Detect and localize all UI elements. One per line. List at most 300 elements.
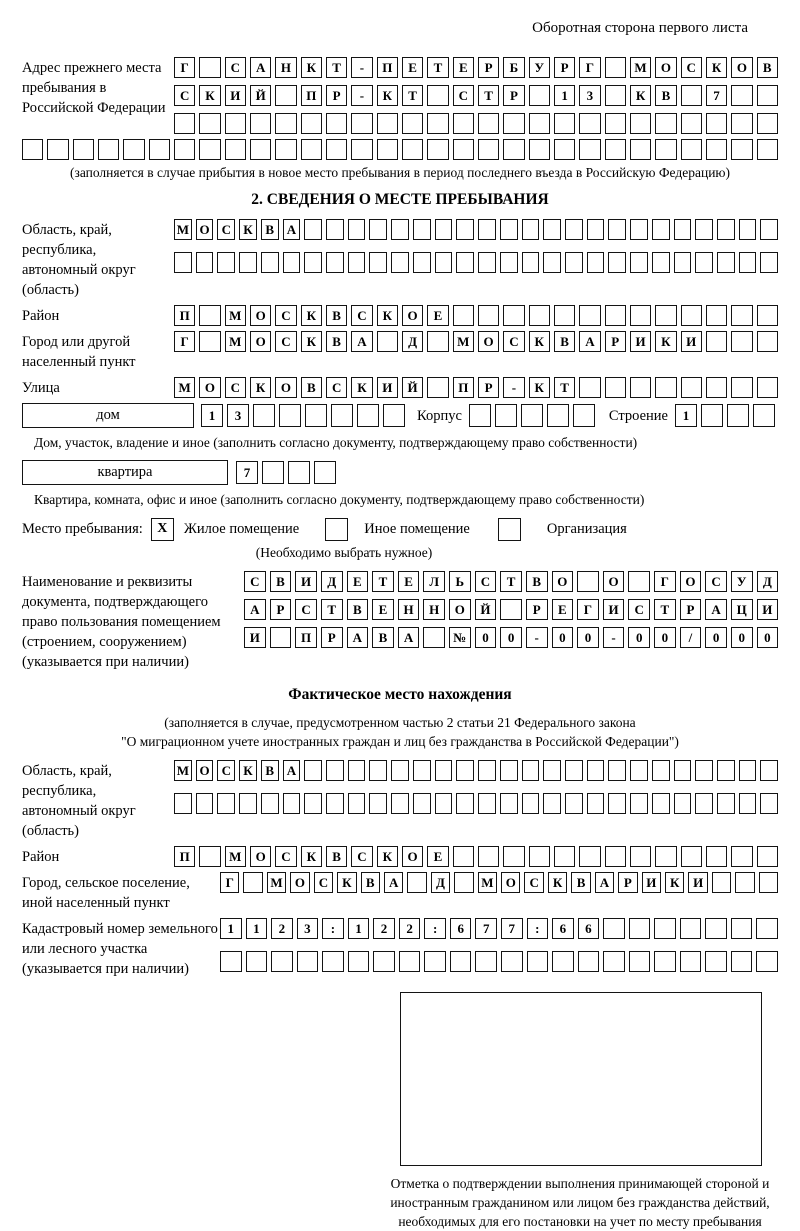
char-box <box>731 377 752 398</box>
char-box <box>603 951 625 972</box>
char-box <box>322 951 344 972</box>
char-box: В <box>361 872 380 893</box>
char-box <box>326 219 344 240</box>
street-label: Улица <box>22 379 60 396</box>
char-box: 6 <box>552 918 574 939</box>
char-box <box>654 951 676 972</box>
char-box <box>731 951 753 972</box>
char-box: Д <box>402 331 423 352</box>
char-box <box>706 331 727 352</box>
char-box: В <box>326 331 347 352</box>
char-box: Н <box>398 599 420 620</box>
char-box: А <box>579 331 600 352</box>
char-box: К <box>548 872 567 893</box>
document-group <box>22 571 778 672</box>
char-box <box>314 461 336 484</box>
char-box <box>427 139 448 160</box>
char-box <box>304 252 322 273</box>
char-box: 0 <box>731 627 753 648</box>
char-box: М <box>478 872 497 893</box>
char-box <box>478 113 499 134</box>
char-box <box>220 951 242 972</box>
char-box <box>453 305 474 326</box>
char-box <box>529 113 550 134</box>
char-box <box>522 219 540 240</box>
char-box <box>304 760 322 781</box>
char-box: С <box>351 846 372 867</box>
char-box: Р <box>478 377 499 398</box>
char-box: 1 <box>220 918 242 939</box>
char-box <box>695 760 713 781</box>
char-box <box>731 113 752 134</box>
char-box: Е <box>427 846 448 867</box>
char-box: А <box>347 627 369 648</box>
char-box: М <box>174 377 195 398</box>
char-box <box>454 872 473 893</box>
char-box <box>554 846 575 867</box>
char-box <box>739 252 757 273</box>
char-box: С <box>174 85 195 106</box>
char-box <box>681 139 702 160</box>
char-box: К <box>301 331 322 352</box>
char-box: С <box>217 760 235 781</box>
char-box: Т <box>372 571 394 592</box>
char-box <box>543 252 561 273</box>
cadastral-label: Кадастровый номер земельного или лесного участка (указывается при наличии) <box>22 920 218 977</box>
char-box <box>469 404 491 427</box>
char-box: - <box>351 57 372 78</box>
char-box <box>262 461 284 484</box>
char-box: А <box>351 331 372 352</box>
char-box <box>529 846 550 867</box>
char-box <box>427 113 448 134</box>
char-box: И <box>688 872 707 893</box>
char-box: С <box>225 57 246 78</box>
char-box <box>495 404 517 427</box>
char-box: М <box>225 305 246 326</box>
char-box <box>377 331 398 352</box>
region-row-2 <box>174 252 778 273</box>
apartment-row <box>22 460 778 485</box>
stay-type-label: Место пребывания: <box>22 520 143 537</box>
char-box <box>377 113 398 134</box>
char-box <box>587 793 605 814</box>
char-box <box>225 139 246 160</box>
char-box <box>456 793 474 814</box>
option-organization-label: Организация <box>546 520 627 537</box>
char-box: Ь <box>449 571 471 592</box>
char-box: Н <box>275 57 296 78</box>
char-box <box>608 219 626 240</box>
char-box <box>759 872 778 893</box>
char-box: Р <box>554 57 575 78</box>
char-box <box>578 951 600 972</box>
char-box <box>565 760 583 781</box>
char-box <box>655 139 676 160</box>
char-box <box>605 846 626 867</box>
char-box <box>628 571 650 592</box>
char-box <box>391 793 409 814</box>
char-box <box>413 252 431 273</box>
district-row <box>174 305 778 326</box>
cadastral-group <box>22 918 778 984</box>
char-box <box>760 219 778 240</box>
cadastral-row-1 <box>220 918 778 939</box>
char-box <box>369 219 387 240</box>
char-box: О <box>250 305 271 326</box>
char-box: А <box>283 219 301 240</box>
char-box <box>605 57 626 78</box>
char-box <box>739 219 757 240</box>
city-label: Город или другой населенный пункт <box>22 333 136 370</box>
char-box <box>757 85 778 106</box>
char-box <box>478 252 496 273</box>
char-box: Д <box>321 571 343 592</box>
char-box <box>681 85 702 106</box>
char-box: 2 <box>373 918 395 939</box>
char-box: В <box>261 760 279 781</box>
char-box: В <box>571 872 590 893</box>
char-box: И <box>603 599 625 620</box>
char-box: Р <box>326 85 347 106</box>
char-box <box>500 599 522 620</box>
char-box <box>605 139 626 160</box>
char-box: М <box>174 219 192 240</box>
char-box: 7 <box>475 918 497 939</box>
actual-region-row-1 <box>174 760 778 781</box>
region-label: Область, край, республика, автономный округ (область) <box>22 221 136 298</box>
char-box <box>522 760 540 781</box>
char-box <box>453 846 474 867</box>
district-group <box>22 305 778 326</box>
char-box <box>579 139 600 160</box>
char-box <box>579 846 600 867</box>
char-box <box>283 252 301 273</box>
char-box <box>654 918 676 939</box>
char-box: 1 <box>348 918 370 939</box>
char-box: Р <box>526 599 548 620</box>
char-box <box>717 793 735 814</box>
char-box: В <box>261 219 279 240</box>
char-box <box>427 85 448 106</box>
char-box <box>478 760 496 781</box>
stroenie-cells <box>675 404 775 427</box>
char-box <box>199 57 220 78</box>
checkbox-residential: X <box>151 518 174 541</box>
char-box <box>348 760 366 781</box>
char-box <box>757 305 778 326</box>
char-box <box>731 305 752 326</box>
char-box: К <box>301 846 322 867</box>
char-box: И <box>757 599 779 620</box>
char-box: Г <box>220 872 239 893</box>
region-group <box>22 219 778 300</box>
char-box: А <box>705 599 727 620</box>
char-box: И <box>630 331 651 352</box>
char-box <box>735 872 754 893</box>
prev-address-label: Адрес прежнего места пребывания в Российской Федерации <box>22 60 166 116</box>
char-box: К <box>337 872 356 893</box>
char-box <box>554 139 575 160</box>
actual-district-label: Район <box>22 848 60 865</box>
char-box <box>695 219 713 240</box>
char-box: О <box>449 599 471 620</box>
stay-type-row <box>22 518 778 541</box>
char-box: Е <box>427 305 448 326</box>
char-box: 1 <box>675 404 697 427</box>
char-box: В <box>326 846 347 867</box>
char-box: С <box>681 57 702 78</box>
region-row-1 <box>174 219 778 240</box>
option-residential-label: Жилое помещение <box>183 520 300 537</box>
char-box: П <box>377 57 398 78</box>
char-box <box>681 846 702 867</box>
char-box: С <box>524 872 543 893</box>
char-box <box>630 252 648 273</box>
char-box <box>453 139 474 160</box>
house-field-box: дом <box>22 403 194 428</box>
char-box: В <box>347 599 369 620</box>
prev-address-extra-row <box>22 139 778 160</box>
char-box: 6 <box>450 918 472 939</box>
char-box <box>630 113 651 134</box>
char-box: К <box>301 305 322 326</box>
char-box: О <box>402 305 423 326</box>
char-box <box>757 846 778 867</box>
char-box <box>453 113 474 134</box>
char-box <box>674 252 692 273</box>
actual-location-caption-1: (заполняется в случае, предусмотренном частью 2 статьи 21 Федерального закона <box>164 714 636 730</box>
char-box: С <box>503 331 524 352</box>
char-box <box>246 951 268 972</box>
char-box <box>326 139 347 160</box>
char-box: Р <box>478 57 499 78</box>
char-box <box>123 139 144 160</box>
char-box: С <box>244 571 266 592</box>
char-box <box>756 918 778 939</box>
char-box: Й <box>250 85 271 106</box>
char-box <box>435 793 453 814</box>
char-box <box>630 377 651 398</box>
char-box: В <box>526 571 548 592</box>
char-box: Т <box>321 599 343 620</box>
char-box <box>522 252 540 273</box>
char-box <box>608 252 626 273</box>
char-box: П <box>301 85 322 106</box>
char-box <box>731 918 753 939</box>
stay-type-note: (Необходимо выбрать нужное) <box>255 544 433 560</box>
char-box <box>503 139 524 160</box>
char-box: Г <box>577 599 599 620</box>
char-box: К <box>250 377 271 398</box>
char-box <box>731 85 752 106</box>
char-box <box>478 219 496 240</box>
char-box: 0 <box>654 627 676 648</box>
char-box: О <box>501 872 520 893</box>
char-box: С <box>217 219 235 240</box>
char-box <box>629 918 651 939</box>
char-box: О <box>655 57 676 78</box>
char-box: А <box>250 57 271 78</box>
char-box: Г <box>654 571 676 592</box>
char-box <box>326 793 344 814</box>
cadastral-row-2 <box>220 951 778 972</box>
char-box <box>757 331 778 352</box>
char-box: В <box>757 57 778 78</box>
char-box: 2 <box>399 918 421 939</box>
city-group <box>22 331 778 372</box>
char-box: К <box>706 57 727 78</box>
char-box <box>391 760 409 781</box>
char-box: У <box>731 571 753 592</box>
street-group <box>22 377 778 398</box>
char-box <box>757 139 778 160</box>
char-box: - <box>603 627 625 648</box>
char-box <box>655 305 676 326</box>
char-box: С <box>326 377 347 398</box>
char-box: Н <box>423 599 445 620</box>
char-box: Р <box>503 85 524 106</box>
char-box <box>712 872 731 893</box>
char-box <box>554 305 575 326</box>
char-box: 0 <box>500 627 522 648</box>
char-box: С <box>475 571 497 592</box>
char-box <box>478 139 499 160</box>
char-box: Е <box>372 599 394 620</box>
char-box <box>579 305 600 326</box>
char-box: Т <box>554 377 575 398</box>
char-box: М <box>267 872 286 893</box>
char-box: А <box>283 760 301 781</box>
char-box: С <box>225 377 246 398</box>
char-box: К <box>377 305 398 326</box>
char-box: Р <box>618 872 637 893</box>
char-box <box>351 113 372 134</box>
char-box <box>301 113 322 134</box>
char-box <box>706 377 727 398</box>
char-box <box>587 219 605 240</box>
char-box <box>373 951 395 972</box>
char-box: А <box>384 872 403 893</box>
char-box <box>250 113 271 134</box>
char-box: Е <box>402 57 423 78</box>
char-box <box>174 793 192 814</box>
char-box <box>608 793 626 814</box>
char-box: К <box>239 219 257 240</box>
checkbox-organization <box>498 518 521 541</box>
char-box <box>705 951 727 972</box>
char-box <box>579 377 600 398</box>
apartment-caption: Квартира, комната, офис и иное (заполнить согласно документу, подтверждающему право собственности) <box>34 492 645 508</box>
char-box: 3 <box>297 918 319 939</box>
stamp-box <box>400 992 762 1166</box>
actual-district-row <box>174 846 778 867</box>
char-box <box>579 113 600 134</box>
char-box <box>450 951 472 972</box>
char-box: Т <box>478 85 499 106</box>
char-box <box>369 793 387 814</box>
char-box <box>630 760 648 781</box>
char-box <box>253 404 275 427</box>
prev-address-group <box>22 57 778 134</box>
char-box: В <box>554 331 575 352</box>
char-box <box>760 793 778 814</box>
char-box: Р <box>680 599 702 620</box>
actual-district-group <box>22 846 778 867</box>
char-box <box>261 252 279 273</box>
char-box: К <box>630 85 651 106</box>
actual-city-row <box>220 872 778 893</box>
char-box: В <box>270 571 292 592</box>
char-box <box>383 404 405 427</box>
char-box: В <box>326 305 347 326</box>
char-box: 1 <box>246 918 268 939</box>
char-box <box>402 113 423 134</box>
char-box: Й <box>475 599 497 620</box>
char-box <box>630 219 648 240</box>
char-box <box>22 139 43 160</box>
actual-city-label: Город, сельское поселение, иной населенный пункт <box>22 874 190 911</box>
char-box <box>196 793 214 814</box>
char-box <box>402 139 423 160</box>
char-box: 0 <box>552 627 574 648</box>
char-box <box>681 377 702 398</box>
char-box <box>174 139 195 160</box>
char-box <box>731 846 752 867</box>
char-box: С <box>275 305 296 326</box>
char-box: И <box>295 571 317 592</box>
char-box: И <box>642 872 661 893</box>
char-box <box>731 331 752 352</box>
char-box: : <box>322 918 344 939</box>
char-box: Л <box>423 571 445 592</box>
char-box <box>199 113 220 134</box>
char-box <box>348 252 366 273</box>
char-box: А <box>595 872 614 893</box>
char-box <box>348 219 366 240</box>
document-boxes <box>244 571 778 672</box>
char-box: Р <box>605 331 626 352</box>
char-box: Й <box>402 377 423 398</box>
char-box: М <box>174 760 192 781</box>
char-box: Е <box>453 57 474 78</box>
char-box: : <box>527 918 549 939</box>
char-box <box>326 252 344 273</box>
char-box <box>503 113 524 134</box>
char-box: С <box>295 599 317 620</box>
char-box: К <box>665 872 684 893</box>
char-box <box>577 571 599 592</box>
char-box: 2 <box>271 918 293 939</box>
char-box: О <box>731 57 752 78</box>
stamp-area <box>383 992 778 1231</box>
prev-address-caption: (заполняется в случае прибытия в новое место пребывания в период последнего въезда в Российскую Федерацию) <box>69 165 731 180</box>
char-box <box>270 627 292 648</box>
char-box <box>717 219 735 240</box>
char-box <box>739 760 757 781</box>
char-box <box>275 139 296 160</box>
char-box: О <box>478 331 499 352</box>
char-box: О <box>680 571 702 592</box>
house-row <box>22 403 778 428</box>
char-box <box>239 252 257 273</box>
char-box <box>565 252 583 273</box>
char-box <box>225 113 246 134</box>
actual-location-title: Фактическое место нахождения <box>288 685 512 703</box>
char-box <box>652 793 670 814</box>
char-box <box>475 951 497 972</box>
char-box: В <box>655 85 676 106</box>
